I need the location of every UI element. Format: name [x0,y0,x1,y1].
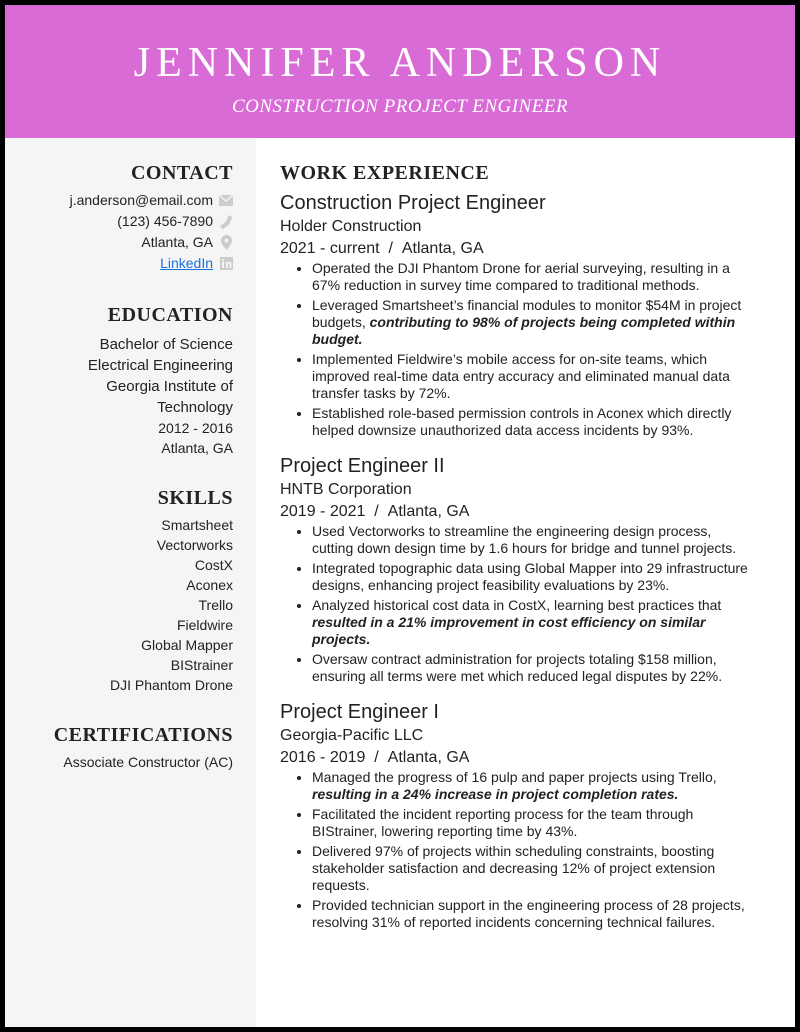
job-location: Atlanta, GA [387,503,470,520]
bullet-item [312,597,755,648]
job-title: Project Engineer II [280,455,445,477]
work-experience-heading: WORK EXPERIENCE [280,162,490,184]
contact-heading: CONTACT [130,162,233,184]
linkedin-icon [219,257,233,271]
bullet-item [312,297,755,348]
contact-email [5,190,233,211]
bullet-text: Analyzed historical cost data in CostX, learning best practices that [312,597,722,613]
bullet-item [312,897,755,931]
certification-item: Associate Constructor (AC) [63,754,233,770]
phone-text: (123) 456-7890 [117,213,213,229]
skill-item: CostX [194,557,233,573]
job-dates: 2019 - 2021 [280,503,366,520]
bullet-text: Established role-based permission controls in Aconex which directly helped downsize unauthorized data access incidents by 93%. [312,405,732,438]
contact-location [5,232,233,253]
highlight-text: resulted in a 21% improvement in cost efficiency on similar projects. [312,614,706,647]
resume-header [5,5,795,138]
separator: / [365,749,388,766]
job-dates: 2021 - current [280,240,380,257]
job-entry [280,190,755,439]
envelope-icon [219,194,233,208]
job-dates: 2016 - 2019 [280,749,366,766]
bullet-item [312,843,755,894]
job-dates-location [280,238,755,260]
job-dates-location [280,501,755,523]
job-company: Holder Construction [280,218,422,235]
separator: / [379,240,402,257]
skill-item: Fieldwire [176,617,233,633]
job-location: Atlanta, GA [387,749,470,766]
contact-phone [5,211,233,232]
job-list [280,190,755,931]
job-entry [280,699,755,931]
bullet-text: Used Vectorworks to streamline the engineering design process, cutting down design time by 1.6 hours for bridge and tunnel projects. [312,523,737,556]
skill-item: Smartsheet [161,517,233,533]
skill-item: Global Mapper [141,637,233,653]
bullet-item [312,260,755,294]
skill-item: Vectorworks [156,537,233,553]
email-text: j.anderson@email.com [69,192,213,208]
education-school-line2: Technology [157,399,233,416]
job-title: Project Engineer I [280,701,439,723]
job-company: Georgia-Pacific LLC [280,727,424,744]
bullet-text: Implemented Fieldwire’s mobile access for on-site teams, which improved real-time data entry accuracy and eliminated manual data transfer tasks by 72%. [312,351,730,401]
separator: / [365,503,388,520]
education-location: Atlanta, GA [161,440,233,456]
sidebar [5,138,256,1027]
location-text: Atlanta, GA [141,234,213,250]
bullet-text: Delivered 97% of projects within scheduling constraints, boosting stakeholder satisfaction and decreasing 12% of project extension requests. [312,843,716,893]
bullet-text: Operated the DJI Phantom Drone for aerial surveying, resulting in a 67% reduction in survey time compared to traditional methods. [312,260,730,293]
bullet-item [312,405,755,439]
certifications-heading: CERTIFICATIONS [53,724,233,746]
job-bullets [280,260,755,439]
skill-item: Trello [198,597,233,613]
bullet-text: Leveraged Smartsheet’s financial modules to monitor $54M in project budgets, [312,297,742,330]
bullet-text: Facilitated the incident reporting process for the team through BIStrainer, lowering reporting time by 43%. [312,806,694,839]
resume-page [5,5,795,1027]
job-bullets [280,769,755,931]
main-content [280,138,755,945]
linkedin-link[interactable]: LinkedIn [160,255,213,271]
phone-icon [219,215,233,229]
education-degree: Bachelor of Science [99,336,233,353]
bullet-item [312,769,755,803]
skill-item: Aconex [186,577,233,593]
job-entry [280,453,755,685]
bullet-text: Oversaw contract administration for projects totaling $158 million, ensuring all terms were met which reduced legal disputes by 22%. [312,651,723,684]
bullet-text: Provided technician support in the engineering process of 28 projects, resolving 31% of reported incidents concerning technical failures. [312,897,745,930]
job-company: HNTB Corporation [280,481,412,498]
bullet-item [312,351,755,402]
candidate-name: JENNIFER ANDERSON [133,40,667,86]
education-years: 2012 - 2016 [158,420,233,436]
location-pin-icon [219,236,233,250]
skill-item: DJI Phantom Drone [110,677,233,693]
job-title: Construction Project Engineer [280,192,546,214]
highlight-text: resulting in a 24% increase in project completion rates. [312,786,679,802]
skill-item: BIStrainer [170,657,233,673]
bullet-item [312,560,755,594]
bullet-item [312,523,755,557]
job-bullets [280,523,755,685]
skills-heading: SKILLS [157,487,233,509]
bullet-text: Managed the progress of 16 pulp and paper projects using Trello, [312,769,717,785]
education-field: Electrical Engineering [87,357,233,374]
education-school-line1: Georgia Institute of [106,378,233,395]
candidate-title: CONSTRUCTION PROJECT ENGINEER [231,96,569,117]
bullet-text: Integrated topographic data using Global Mapper into 29 infrastructure designs, enhancing project feasibility evaluations by 23%. [312,560,748,593]
highlight-text: contributing to 98% of projects being completed within budget. [312,314,736,347]
bullet-item [312,651,755,685]
job-location: Atlanta, GA [401,240,484,257]
contact-linkedin [5,253,233,274]
bullet-item [312,806,755,840]
education-heading: EDUCATION [107,304,233,326]
skills-list [5,515,233,695]
job-dates-location [280,747,755,769]
